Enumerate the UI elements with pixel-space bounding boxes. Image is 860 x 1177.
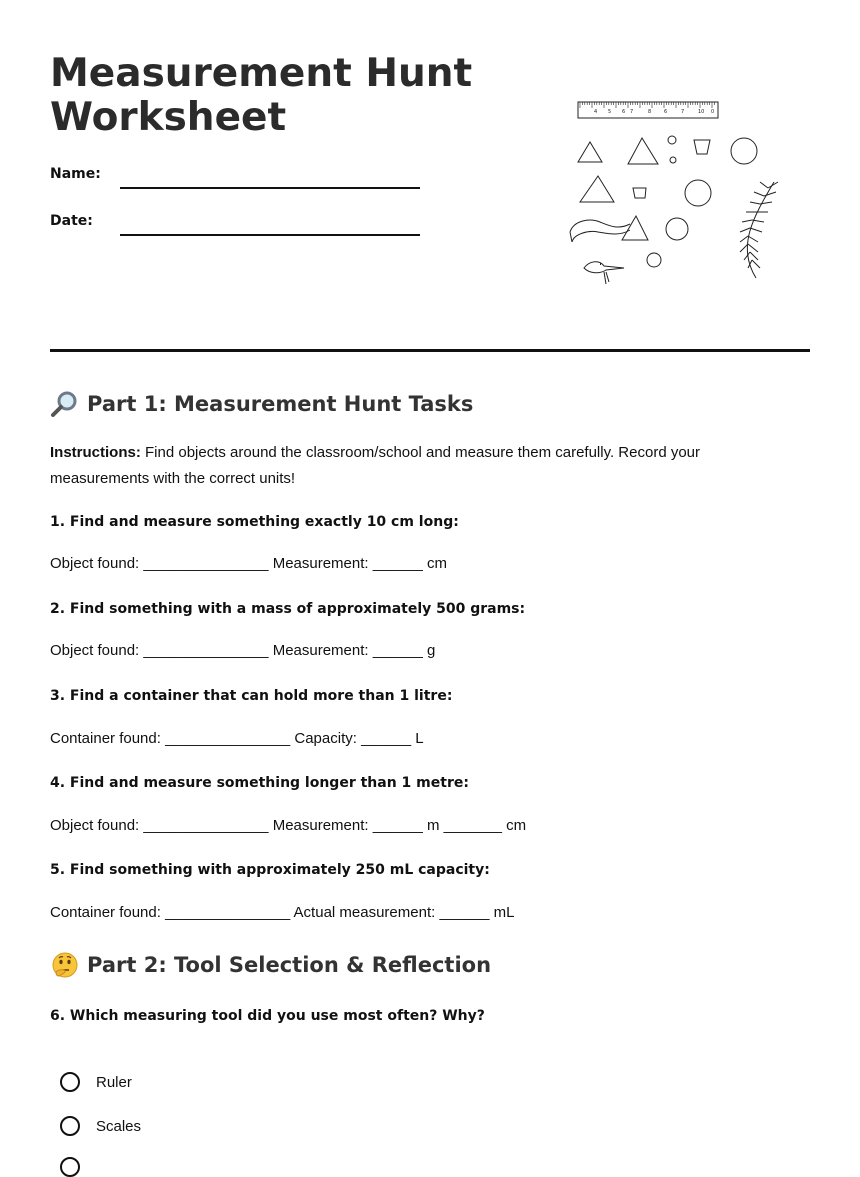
radio-scales[interactable] — [60, 1116, 80, 1136]
svg-text:7: 7 — [681, 109, 685, 115]
svg-text:6: 6 — [622, 109, 626, 115]
name-field[interactable] — [120, 187, 420, 189]
radio-ruler[interactable] — [60, 1072, 80, 1092]
svg-text:5: 5 — [608, 109, 612, 115]
circle-icon — [647, 136, 757, 267]
option-partial[interactable] — [60, 1157, 96, 1177]
svg-text:8: 8 — [648, 109, 652, 115]
svg-text:0: 0 — [711, 109, 715, 115]
option-scales-label: Scales — [96, 1117, 142, 1135]
svg-text:7: 7 — [630, 109, 634, 115]
option-ruler[interactable] — [60, 1072, 132, 1092]
part2-heading — [50, 951, 491, 979]
question-1: 1. Find and measure something exactly 10 cm long: — [50, 514, 459, 530]
part2-heading-text: Part 2: Tool Selection & Reflection — [87, 953, 492, 977]
ruler-icon — [578, 102, 718, 118]
option-ruler-label: Ruler — [96, 1073, 132, 1091]
section-divider — [50, 349, 810, 352]
instructions — [50, 440, 770, 492]
radio-partial[interactable] — [60, 1157, 80, 1177]
answer-line-5[interactable]: Container found: _______________ Actual measurement: ______ mL — [50, 904, 515, 921]
svg-text:10: 10 — [698, 109, 705, 115]
svg-text:6: 6 — [664, 109, 668, 115]
answer-line-1[interactable]: Object found: _______________ Measurement: ______ cm — [50, 555, 447, 572]
svg-text:4: 4 — [594, 109, 598, 115]
date-label: Date: — [50, 213, 93, 229]
instructions-label: Instructions: — [50, 444, 141, 461]
page-title: Measurement Hunt Worksheet — [50, 51, 473, 140]
option-scales[interactable] — [60, 1116, 141, 1136]
magnifying-glass-icon — [50, 390, 80, 418]
part1-heading-text: Part 1: Measurement Hunt Tasks — [87, 392, 474, 416]
question-5: 5. Find something with approximately 250 mL capacity: — [50, 862, 490, 878]
thinking-face-icon — [50, 951, 80, 979]
instructions-text: Find objects around the classroom/school and measure them carefully. Record your measurements with the correct units! — [50, 444, 701, 487]
question-3: 3. Find a container that can hold more than 1 litre: — [50, 688, 453, 704]
fern-icon — [740, 182, 778, 278]
tape-measure-icon — [570, 220, 630, 242]
question-6: 6. Which measuring tool did you use most often? Why? — [50, 1008, 485, 1024]
trapezoid-icon — [633, 140, 710, 198]
measurement-illustration — [560, 96, 780, 296]
answer-line-4[interactable]: Object found: _______________ Measurement: ______ m _______ cm — [50, 817, 527, 834]
question-2: 2. Find something with a mass of approximately 500 grams: — [50, 601, 526, 617]
question-4: 4. Find and measure something longer than 1 metre: — [50, 775, 469, 791]
part1-heading — [50, 390, 473, 418]
answer-line-2[interactable]: Object found: _______________ Measurement: ______ g — [50, 642, 436, 659]
answer-line-3[interactable]: Container found: _______________ Capacity: ______ L — [50, 730, 424, 747]
date-field[interactable] — [120, 234, 420, 236]
bird-icon — [584, 262, 624, 284]
name-label: Name: — [50, 166, 101, 182]
